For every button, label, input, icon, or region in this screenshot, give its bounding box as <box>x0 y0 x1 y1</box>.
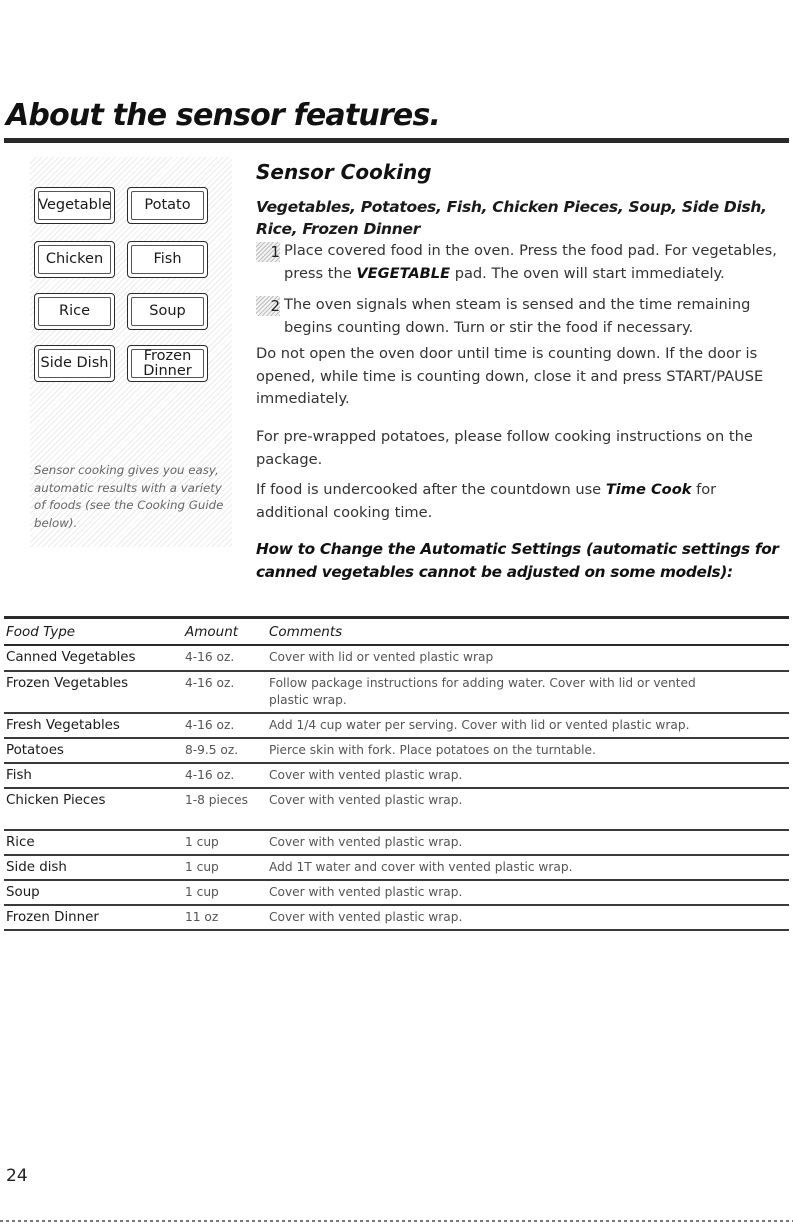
row-food-type: Canned Vegetables <box>6 650 136 665</box>
fish-pad[interactable] <box>127 241 208 278</box>
undercooked-paragraph <box>256 479 786 524</box>
row-amount: 1-8 pieces <box>185 793 248 807</box>
row-amount: 1 cup <box>185 885 219 899</box>
row-comments: Add 1/4 cup water per serving. Cover with lid or vented plastic wrap. <box>269 718 690 732</box>
row-comments: Follow package instructions for adding water. Cover with lid or vented plastic wrap. <box>269 676 696 707</box>
row-comments: Add 1T water and cover with vented plastic wrap. <box>269 860 573 874</box>
row-food-type: Frozen Dinner <box>6 910 99 925</box>
sensor-cooking-caption: Sensor cooking gives you easy, automatic results with a variety of foods (see the Cooking Guide below). <box>34 463 224 530</box>
potato-pad-label: Potato <box>144 197 191 213</box>
vegetable-pad-label: Vegetable <box>38 197 111 213</box>
row-amount: 4-16 oz. <box>185 718 235 732</box>
header-amount: Amount <box>185 623 239 640</box>
row-food-type: Side dish <box>6 860 67 875</box>
row-food-type: Chicken Pieces <box>6 793 106 808</box>
row-food-type: Fresh Vegetables <box>6 718 120 733</box>
soup-pad[interactable] <box>127 293 208 330</box>
row-comments: Cover with vented plastic wrap. <box>269 885 463 899</box>
vegetable-pad[interactable] <box>34 187 115 224</box>
table-row <box>4 739 789 764</box>
undercooked-text-b: for additional cooking time. <box>256 481 717 521</box>
chicken-pad-label: Chicken <box>45 251 104 267</box>
step-2-text: The oven signals when steam is sensed and the time remaining begins counting down. Turn or stir the food if necessary. <box>284 296 751 336</box>
section-title: Sensor Cooking <box>256 160 432 184</box>
table-row <box>4 764 789 789</box>
side-dish-pad-label: Side Dish <box>40 355 109 371</box>
table-row <box>4 646 789 672</box>
row-amount: 4-16 oz. <box>185 650 235 664</box>
table-header-row <box>4 619 789 646</box>
soup-pad-label: Soup <box>149 303 186 319</box>
table-row <box>4 856 789 881</box>
frozen-dinner-pad[interactable] <box>127 345 208 382</box>
undercooked-text-a: If food is undercooked after the countdown use <box>256 481 606 498</box>
rice-pad-label: Rice <box>59 303 90 319</box>
row-food-type: Rice <box>6 835 35 850</box>
row-amount: 1 cup <box>185 835 219 849</box>
vegetable-pad-reference: VEGETABLE <box>356 264 451 282</box>
row-amount: 1 cup <box>185 860 219 874</box>
step-1 <box>256 240 786 285</box>
rice-pad[interactable] <box>34 293 115 330</box>
table-row <box>4 714 789 739</box>
section-subtitle: Vegetables, Potatoes, Fish, Chicken Pieces, Soup, Side Dish, Rice, Frozen Dinner <box>256 198 767 238</box>
step-1-text-b: pad. The oven will start immediately. <box>450 264 725 282</box>
header-food-type: Food Type <box>6 623 76 640</box>
page-title: About the sensor features. <box>6 98 441 133</box>
title-rule <box>4 138 789 143</box>
potato-pad[interactable] <box>127 187 208 224</box>
pre-wrapped-potatoes-paragraph: For pre-wrapped potatoes, please follow cooking instructions on the package. <box>256 428 753 468</box>
table-row <box>4 672 789 714</box>
table-row <box>4 831 789 856</box>
time-cook-reference: Time Cook <box>605 481 692 498</box>
step-1-number: 1 <box>256 242 280 262</box>
frozen-dinner-pad-label: Frozen Dinner <box>143 347 192 379</box>
row-amount: 4-16 oz. <box>185 676 235 690</box>
step-1-text-a: Place covered food in the oven. Press the food pad. For vegetables, press the <box>284 242 777 282</box>
how-to-change-heading: How to Change the Automatic Settings (automatic settings for canned vegetables cannot be adjusted on some models): <box>256 540 779 581</box>
table-row <box>4 789 789 831</box>
bottom-scan-edge <box>0 1220 793 1222</box>
page-number: 24 <box>6 1166 28 1186</box>
row-food-type: Soup <box>6 885 40 900</box>
row-comments: Cover with vented plastic wrap. <box>269 835 463 849</box>
row-comments: Cover with lid or vented plastic wrap <box>269 650 494 664</box>
row-amount: 4-16 oz. <box>185 768 235 782</box>
step-2 <box>256 294 786 339</box>
table-row <box>4 881 789 906</box>
table-row <box>4 906 789 931</box>
row-comments: Cover with vented plastic wrap. <box>269 768 463 782</box>
row-comments: Cover with vented plastic wrap. <box>269 793 463 807</box>
row-food-type: Potatoes <box>6 743 64 758</box>
row-comments: Cover with vented plastic wrap. <box>269 910 463 924</box>
header-comments: Comments <box>269 623 343 640</box>
row-amount: 11 oz <box>185 910 219 924</box>
cooking-guide-table <box>4 616 789 931</box>
step-2-number: 2 <box>256 296 280 316</box>
side-dish-pad[interactable] <box>34 345 115 382</box>
door-warning-paragraph: Do not open the oven door until time is counting down. If the door is opened, while time is counting down, close it and press START/PAUSE immediately. <box>256 345 764 407</box>
row-comments: Pierce skin with fork. Place potatoes on the turntable. <box>269 743 596 757</box>
row-food-type: Fish <box>6 768 32 783</box>
step-1-text <box>284 240 786 285</box>
row-amount: 8-9.5 oz. <box>185 743 239 757</box>
chicken-pad[interactable] <box>34 241 115 278</box>
fish-pad-label: Fish <box>153 251 182 267</box>
row-food-type: Frozen Vegetables <box>6 676 129 691</box>
